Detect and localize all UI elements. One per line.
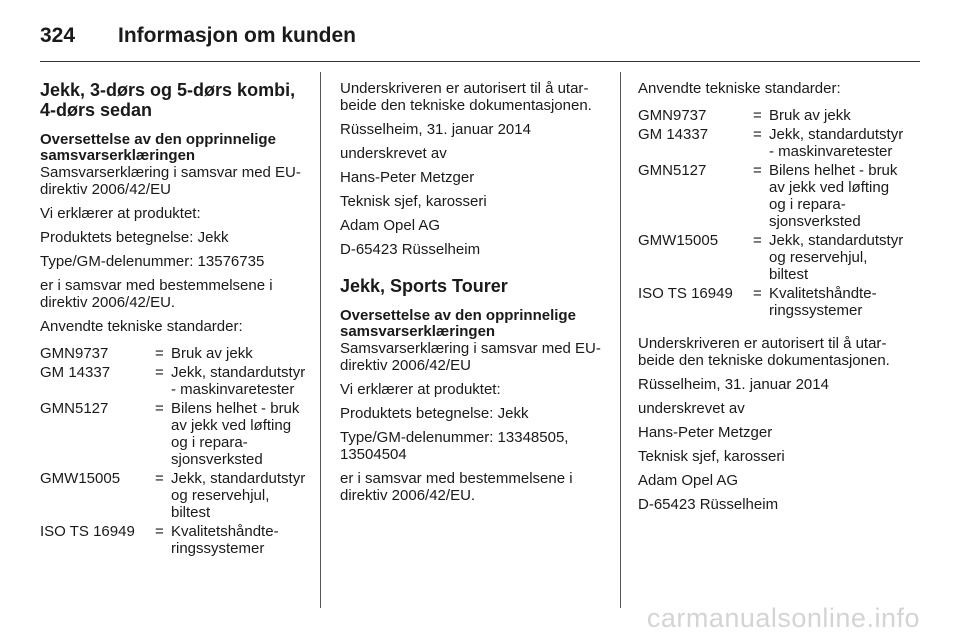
standard-description: Jekk, standardutstyr og reservehjul, biltest [171, 470, 306, 521]
paragraph: underskrevet av [340, 145, 447, 162]
paragraph: er i samsvar med bestemmelsene i direktiv 2006/42/EU. [340, 470, 573, 504]
watermark: carmanualsonline.info [646, 603, 920, 633]
paragraph: Hans-Peter Metzger [638, 424, 773, 441]
column-divider-2 [620, 72, 621, 608]
column-divider-1 [320, 72, 321, 608]
equals-sign: = [155, 364, 164, 381]
standard-code: ISO TS 16949 [638, 285, 733, 302]
paragraph: underskrevet av [638, 400, 745, 417]
equals-sign: = [155, 523, 164, 540]
paragraph: Samsvarserklæring i samsvar med EU-direktiv 2006/42/EU [340, 340, 601, 374]
paragraph: Hans-Peter Metzger [340, 169, 475, 186]
equals-sign: = [753, 107, 762, 124]
table-row [638, 162, 908, 232]
column-1 [40, 80, 310, 573]
table-row [40, 523, 310, 559]
table-row [638, 107, 908, 126]
standard-code: GM 14337 [40, 364, 111, 381]
table-row [638, 285, 908, 321]
paragraph: Vi erklærer at produktet: [40, 205, 201, 222]
standard-code: GMN5127 [638, 162, 707, 179]
standard-code: GMN9737 [638, 107, 707, 124]
paragraph: Type/GM-delenummer: 13348505, 13504504 [340, 429, 569, 463]
standard-code: ISO TS 16949 [40, 523, 135, 540]
standard-description: Kvalitetshåndteringssystemer [769, 285, 877, 319]
standard-code: GM 14337 [638, 126, 709, 143]
equals-sign: = [753, 285, 762, 302]
page-header [40, 16, 356, 56]
standard-description: Bilens helhet - bruk av jekk ved løfting og i reparasjonsverksted [769, 162, 898, 230]
standard-code: GMN9737 [40, 345, 109, 362]
standard-description: Kvalitetshåndteringssystemer [171, 523, 279, 557]
page-number: 324 [40, 24, 76, 47]
table-row [638, 232, 908, 285]
section-subheading: Oversettelse av den opprinnelige samsvarserklæringen [340, 307, 576, 340]
equals-sign: = [753, 162, 762, 179]
equals-sign: = [753, 232, 762, 249]
paragraph: Anvendte tekniske standarder: [638, 80, 841, 97]
table-row [638, 126, 908, 162]
standard-code: GMN5127 [40, 400, 109, 417]
paragraph: D-65423 Rüsselheim [638, 496, 779, 513]
paragraph: Underskriveren er autorisert til å utarbeide den tekniske dokumentasjonen. [638, 335, 890, 369]
standards-table [40, 345, 310, 559]
standard-code: GMW15005 [40, 470, 121, 487]
column-3 [638, 80, 908, 520]
standard-description: Jekk, standardutstyr og reservehjul, biltest [769, 232, 904, 283]
paragraph: Produktets betegnelse: Jekk [340, 405, 529, 422]
paragraph: Anvendte tekniske standarder: [40, 318, 243, 335]
paragraph: Rüsselheim, 31. januar 2014 [638, 376, 829, 393]
paragraph: Teknisk sjef, karosseri [638, 448, 785, 465]
table-row [40, 400, 310, 470]
equals-sign: = [155, 345, 164, 362]
page-title: Informasjon om kunden [118, 24, 357, 47]
standards-table [638, 107, 908, 321]
standard-description: Bruk av jekk [171, 345, 253, 362]
section-subheading: Oversettelse av den opprinnelige samsvarserklæringen [40, 131, 276, 164]
header-divider [40, 61, 920, 62]
paragraph: Vi erklærer at produktet: [340, 381, 501, 398]
section-heading-sedan: Jekk, 3-dørs og 5-dørs kombi, 4-dørs sedan [40, 80, 296, 120]
paragraph: Adam Opel AG [638, 472, 739, 489]
standard-description: Jekk, standardutstyr - maskinvaretester [769, 126, 904, 160]
paragraph: er i samsvar med bestemmelsene i direktiv 2006/42/EU. [40, 277, 273, 311]
standard-description: Bilens helhet - bruk av jekk ved løfting og i reparasjonsverksted [171, 400, 300, 468]
equals-sign: = [155, 470, 164, 487]
equals-sign: = [753, 126, 762, 143]
standard-description: Bruk av jekk [769, 107, 851, 124]
paragraph: Produktets betegnelse: Jekk [40, 229, 229, 246]
table-row [40, 470, 310, 523]
column-2 [340, 80, 608, 511]
table-row [40, 345, 310, 364]
paragraph: Underskriveren er autorisert til å utarbeide den tekniske dokumentasjonen. [340, 80, 592, 114]
standard-code: GMW15005 [638, 232, 719, 249]
paragraph: Teknisk sjef, karosseri [340, 193, 487, 210]
equals-sign: = [155, 400, 164, 417]
paragraph: Adam Opel AG [340, 217, 441, 234]
table-row [40, 364, 310, 400]
standard-description: Jekk, standardutstyr - maskinvaretester [171, 364, 306, 398]
section-heading-sports-tourer: Jekk, Sports Tourer [340, 276, 508, 296]
paragraph: Rüsselheim, 31. januar 2014 [340, 121, 531, 138]
paragraph: Type/GM-delenummer: 13576735 [40, 253, 265, 270]
paragraph: Samsvarserklæring i samsvar med EU-direktiv 2006/42/EU [40, 164, 301, 198]
paragraph: D-65423 Rüsselheim [340, 241, 481, 258]
